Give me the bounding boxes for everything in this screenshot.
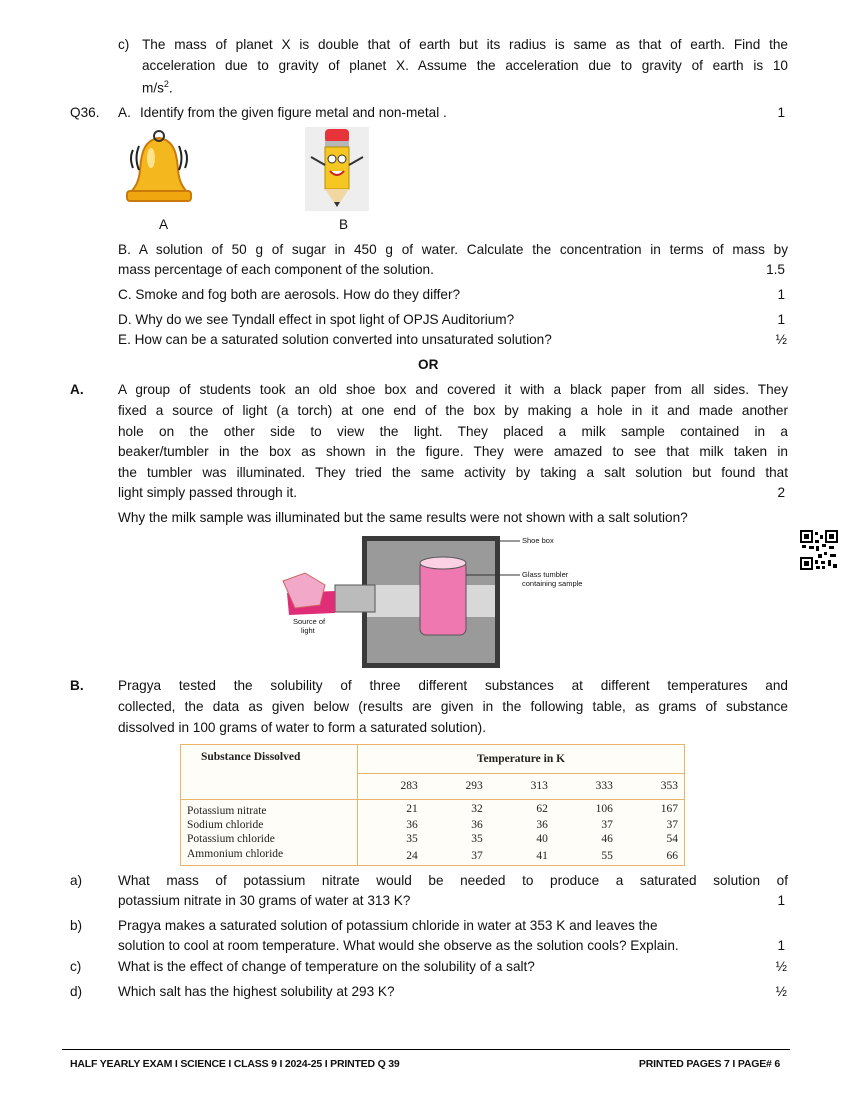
marks: 1 (777, 287, 785, 302)
marks: 1.5 (766, 262, 785, 277)
sub-line: What is the effect of change of temperature on the solubility of a salt? (118, 959, 535, 974)
label-shoe-box: Shoe box (522, 536, 554, 545)
sub-line: What mass of potassium nitrate would be needed to produce a saturated solution of (118, 873, 788, 888)
footer-left: HALF YEARLY EXAM I SCIENCE I CLASS 9 I 2024-25 I PRINTED Q 39 (70, 1058, 400, 1070)
sub-label: a) (70, 873, 83, 888)
or-divider: OR (418, 357, 439, 372)
temp-header: 293 (465, 780, 483, 792)
cell: 36 (471, 819, 483, 832)
temp-header: 333 (595, 780, 613, 792)
q36b-line: B. A solution of 50 g of sugar in 450 g of water. Calculate the concentration in terms of mass by (118, 242, 788, 257)
or-a-line: hole on the other side to view the light. They placed a milk sample contained in a (118, 424, 788, 439)
bell-image (125, 128, 193, 206)
marks: ½ (775, 959, 787, 974)
cell: 46 (601, 833, 613, 846)
table-row (181, 832, 684, 846)
or-a-question: Why the milk sample was illuminated but the same results were not shown with a salt solution? (118, 510, 688, 525)
cell: 37 (666, 819, 678, 832)
temp-header: 353 (660, 780, 678, 792)
shoe-box-figure (275, 533, 597, 670)
period: . (168, 80, 173, 96)
table-row (181, 818, 684, 832)
marks: ½ (775, 332, 787, 347)
row-name: Ammonium chloride (181, 846, 358, 865)
sub-line: Which salt has the highest solubility at 293 K? (118, 984, 395, 999)
temp-header: 283 (400, 780, 418, 792)
cell: 66 (666, 849, 678, 862)
marks: ½ (775, 984, 787, 999)
row-name: Potassium nitrate (181, 799, 358, 818)
cell: 37 (601, 819, 613, 832)
label-tumbler: Glass tumbler (522, 570, 569, 579)
or-a-label: A. (70, 382, 84, 397)
row-name: Potassium chloride (181, 832, 358, 846)
cell: 106 (595, 802, 613, 815)
or-a-line: beaker/tumbler in the box as shown in the figure. They were amazed to see that milk taken in (118, 444, 788, 459)
or-a-line: A group of students took an old shoe box and covered it with a black paper from all sides. They (118, 382, 788, 397)
q36e-text: E. How can be a saturated solution converted into unsaturated solution? (118, 332, 552, 347)
cell: 40 (536, 833, 548, 846)
sub-line: Pragya makes a saturated solution of potassium chloride in water at 353 K and leaves the (118, 918, 658, 933)
cell: 54 (666, 833, 678, 846)
table-row (181, 846, 684, 865)
cell: 24 (406, 849, 418, 862)
sub-line: solution to cool at room temperature. What would she observe as the solution cools? Explain. (118, 938, 679, 953)
temp-header: 313 (530, 780, 548, 792)
footer-right: PRINTED PAGES 7 I PAGE# 6 (638, 1058, 780, 1070)
or-b-line: dissolved in 100 grams of water to form a saturated solution). (118, 720, 486, 735)
q35c-line (142, 79, 173, 96)
marks: 1 (777, 938, 785, 953)
group-header: Temperature in K (358, 745, 685, 773)
q36c-text: C. Smoke and fog both are aerosols. How do they differ? (118, 287, 461, 302)
footer-rule (62, 1049, 790, 1050)
q36a-label: A. (118, 105, 131, 120)
image-label-b: B (339, 217, 349, 232)
col-header: Substance Dissolved (181, 745, 358, 799)
cell: 36 (536, 819, 548, 832)
pencil-image (305, 127, 369, 211)
cell: 37 (471, 849, 483, 862)
cell: 55 (601, 849, 613, 862)
label-source: light (301, 626, 315, 635)
sub-label: d) (70, 984, 83, 999)
sub-label: c) (70, 959, 82, 974)
sub-label: b) (70, 918, 83, 933)
or-a-line: light simply passed through it. (118, 485, 298, 500)
q35c-line: acceleration due to gravity of planet X. Assume the acceleration due to gravity of earth is 10 (142, 58, 788, 73)
image-label-a: A (159, 217, 169, 232)
label-source: Source of (293, 617, 326, 626)
q35c-line: The mass of planet X is double that of earth but its radius is same as that of earth. Find the (142, 37, 788, 52)
sub-line: potassium nitrate in 30 grams of water at 313 K? (118, 893, 411, 908)
cell: 167 (660, 802, 678, 815)
superscript: 2 (163, 79, 169, 89)
or-a-line: fixed a source of light (a torch) at one end of the box by making a hole in it and made another (118, 403, 788, 418)
marks: 1 (777, 105, 785, 120)
q35c-label: c) (118, 37, 130, 52)
solubility-table (180, 744, 685, 866)
table-row (181, 799, 684, 818)
cell: 35 (406, 833, 418, 846)
or-b-line: Pragya tested the solubility of three different substances at different temperatures and (118, 678, 788, 693)
or-b-label: B. (70, 678, 84, 693)
marks: 1 (777, 312, 785, 327)
label-tumbler: containing sample (522, 579, 583, 588)
or-b-line: collected, the data as given below (results are given in the following table, as grams of substance (118, 699, 788, 714)
marks: 2 (777, 485, 785, 500)
q36a-text: Identify from the given figure metal and non-metal . (140, 105, 447, 120)
q36b-line: mass percentage of each component of the solution. (118, 262, 434, 277)
question-number: Q36. (70, 105, 100, 120)
row-name: Sodium chloride (181, 818, 358, 832)
unit-text: m/s (142, 80, 164, 96)
cell: 21 (406, 802, 418, 815)
cell: 41 (536, 849, 548, 862)
tyndall-experiment-image (275, 533, 597, 670)
qr-code (800, 530, 838, 570)
or-a-line: the tumbler was illuminated. They tried the same activity by taking a salt solution but found that (118, 465, 788, 480)
cell: 32 (471, 802, 483, 815)
cell: 62 (536, 802, 548, 815)
cell: 35 (471, 833, 483, 846)
marks: 1 (777, 893, 785, 908)
q36d-text: D. Why do we see Tyndall effect in spot light of OPJS Auditorium? (118, 312, 515, 327)
cell: 36 (406, 819, 418, 832)
